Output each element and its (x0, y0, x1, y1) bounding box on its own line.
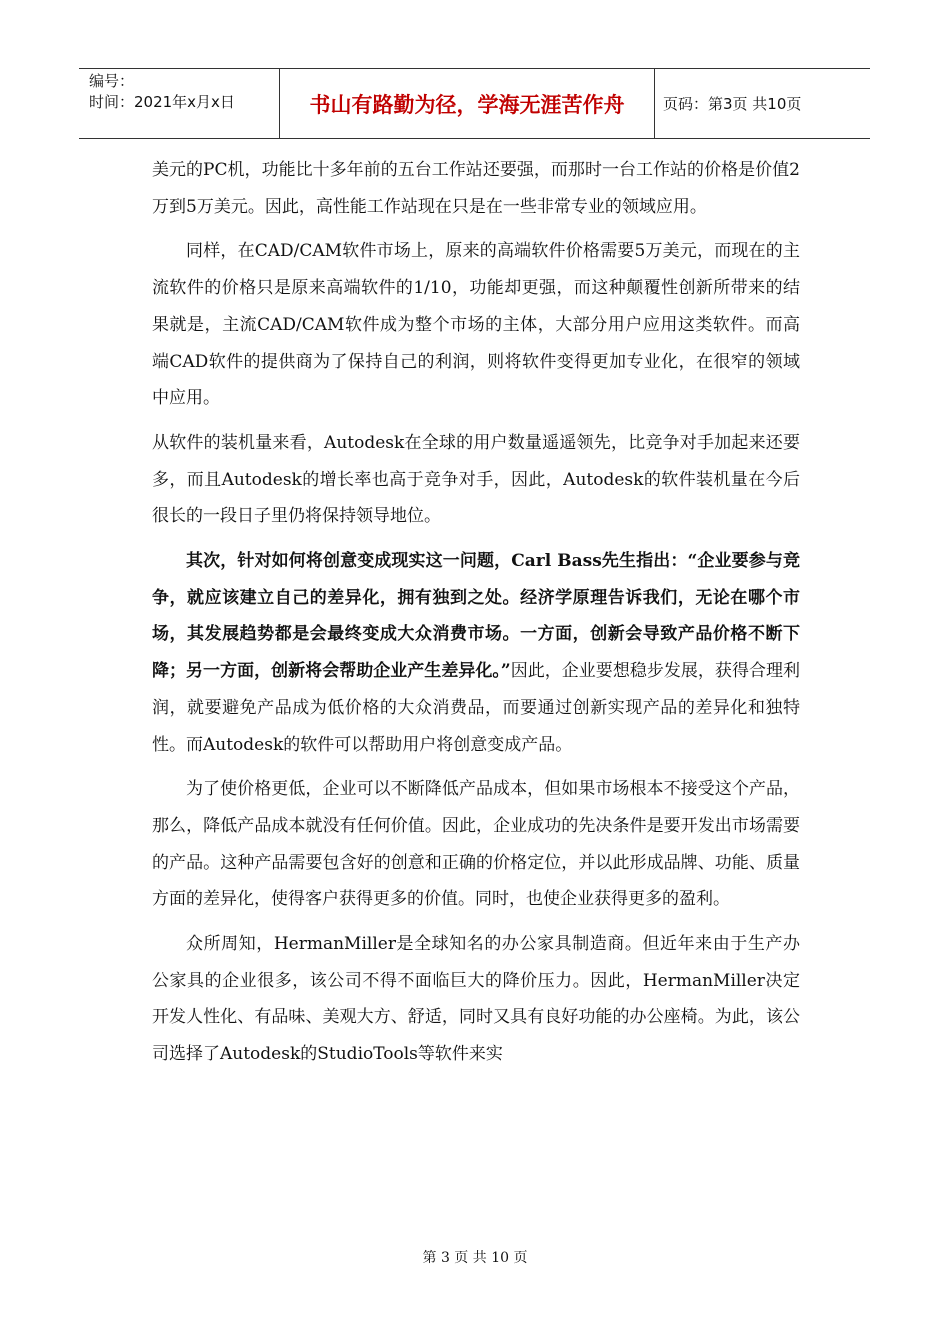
paragraph-1: 美元的PC机，功能比十多年前的五台工作站还要强，而那时一台工作站的价格是价值2万到5万美元。因此，高性能工作站现在只是在一些非常专业的领域应用。 (152, 160, 800, 217)
paragraph-3: 从软件的装机量来看，Autodesk在全球的用户数量遥遥领先，比竞争对手加起来还要多，而且Autodesk的增长率也高于竞争对手，因此，Autodesk的软件装机量在今后很长的一段日子里仍将保持领导地位。 (152, 432, 800, 527)
paragraph-4 (152, 543, 800, 763)
paragraph-4-quote: 其次，针对如何将创意变成现实这一问题，Carl Bass先生指出：“企业要参与竞争，就应该建立自己的差异化，拥有独到之处。经济学原理告诉我们，无论在哪个市场，其发展趋势都是会最终变成大众消费市场。一方面，创新会导致产品价格不断下降；另一方面，创新将会帮助企业产生差异化。” (152, 551, 800, 682)
header-motto: 书山有路勤为径，学海无涯苦作舟 (280, 69, 655, 138)
header-page-label: 页码：第3页 共10页 (663, 95, 802, 113)
paragraph-5: 为了使价格更低，企业可以不断降低产品成本，但如果市场根本不接受这个产品，那么，降低产品成本就没有任何价值。因此，企业成功的先决条件是要开发出市场需要的产品。这种产品需要包含好的创意和正确的价格定位，并以此形成品牌、功能、质量方面的差异化，使得客户获得更多的价值。同时，也使企业获得更多的盈利。 (152, 779, 800, 910)
document-date-label: 时间：2021年x月x日 (89, 93, 235, 111)
page-header (79, 68, 870, 139)
page-footer: 第 3 页 共 10 页 (422, 1250, 528, 1266)
header-meta (79, 69, 280, 138)
document-number-label: 编号： (89, 72, 135, 90)
paragraph-4-rest: 因此，企业要想稳步发展，获得合理利润，就要避免产品成为低价格的大众消费品，而要通过创新实现产品的差异化和独特性。而Autodesk的软件可以帮助用户将创意变成产品。 (152, 661, 801, 755)
paragraph-2: 同样，在CAD/CAM软件市场上，原来的高端软件价格需要5万美元，而现在的主流软件的价格只是原来高端软件的1/10，功能却更强，而这种颠覆性创新所带来的结果就是，主流CAD/CAM软件成为整个市场的主体，大部分用户应用这类软件。而高端CAD软件的提供商为了保持自己的利润，则将软件变得更加专业化，在很窄的领域中应用。 (152, 241, 800, 409)
paragraph-6: 众所周知，HermanMiller是全球知名的办公家具制造商。但近年来由于生产办公家具的企业很多，该公司不得不面临巨大的降价压力。因此，HermanMiller决定开发人性化、有品味、美观大方、舒适，同时又具有良好功能的办公座椅。为此，该公司选择了Autodesk的StudioTools等软件来实 (152, 934, 800, 1065)
document-body (152, 152, 800, 1073)
